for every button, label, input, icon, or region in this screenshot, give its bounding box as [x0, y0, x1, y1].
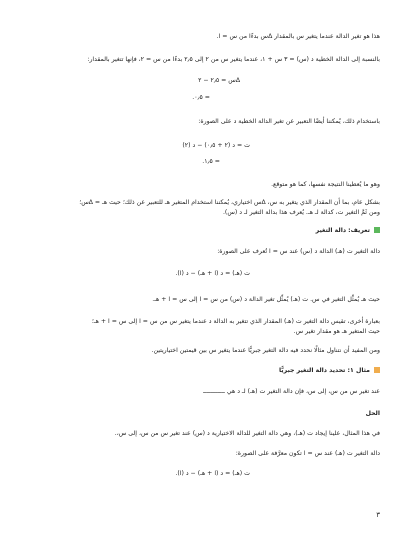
example-heading — [20, 367, 380, 375]
example-title: مثال ١: تحديد دالة التغير جبريًّا — [278, 367, 370, 374]
equation: ت (هـ) = د (ا + هـ) − د (ا). — [175, 470, 250, 477]
text-line: هذا هو تغير الدالة عندما يتغير س بالمقدار ∆س بدءًا من س = ا. — [216, 33, 380, 40]
equation: ت = د (٢ + ٠٫٥) − د (٢) — [182, 142, 250, 149]
text-line: ومن ثَمَّ التغير ت، كدالة لـ هـ. يُعرف هذا بدالة التغير لـ د (س). — [222, 209, 380, 216]
definition-title: تعريف: دالة التغير — [315, 227, 370, 234]
text-line: ومن المفيد أن نتناول مثالًا نحدد فيه دالة التغير جبريًّا عندما يتغير س بين قيمتين اختياريتين. — [151, 347, 380, 354]
text-line: حيث هـ يُمثِّل التغير في س. ت (هـ) يُمثِّل تغير الدالة د (س) من س = ا إلى س = ا + هـ. — [152, 296, 380, 303]
equation: ت (هـ) = د (ا + هـ) − د (ا). — [175, 270, 250, 277]
text-line: دالة التغير ت (هـ) الدالة د (س) عند س = ا تُعرف على الصورة: — [217, 248, 380, 255]
example-marker-icon — [374, 367, 380, 373]
text-line: وهو ما يُعطينا النتيجة نفسها، كما هو متوقع. — [271, 181, 380, 188]
text-line: بعبارة أخرى، تقيس دالة التغير ت (هـ) المقدار الذي تتغير به الدالة د عندما يتغير س من س = ا إلى س = ا + هـ؛ — [91, 318, 380, 325]
text-line: عند تغير س من س، إلى س، فإن دالة التغير ت (هـ) لـ د هي ــــــــــــ — [203, 388, 380, 395]
equation: ∆س = ٢٫٥ − ٢ — [198, 77, 240, 84]
page-number: ٣ — [376, 511, 380, 519]
solution-heading: الحل — [365, 410, 380, 417]
text-line: في هذا المثال، علينا إيجاد ت (هـ)، وهي دالة التغير للدالة الاختيارية د (س) عند تغير س من س، إلى س،. — [114, 430, 380, 437]
equation: = ١٫٥. — [202, 158, 220, 165]
equation: = ٠٫٥. — [192, 94, 210, 101]
text-line: باستخدام ذلك، يُمكننا أيضًا التعبير عن تغير الدالة الخطية د على الصورة: — [198, 118, 380, 125]
text-line: بالنسبة إلى الدالة الخطية د (س) = ٣ س + ١، عندما يتغير س من ٢ إلى ٢٫٥ بدءًا من س = ٢، فإنها تتغير بالمقدار: — [87, 56, 380, 63]
definition-marker-icon — [374, 227, 380, 233]
text-line: حيث المتغير هـ هو مقدار تغير س. — [293, 328, 380, 335]
definition-heading — [20, 227, 380, 235]
text-line: بشكل عام، بما أن المقدار الذي يتغير به س، ∆س اختياري، يُمكننا استخدام المتغير هـ للتعبير عن ذلك؛ حيث هـ = ∆س؛ — [79, 199, 380, 206]
text-line: دالة التغير ت (هـ) عند س = ا تكون معرَّفة على الصورة: — [235, 450, 380, 457]
